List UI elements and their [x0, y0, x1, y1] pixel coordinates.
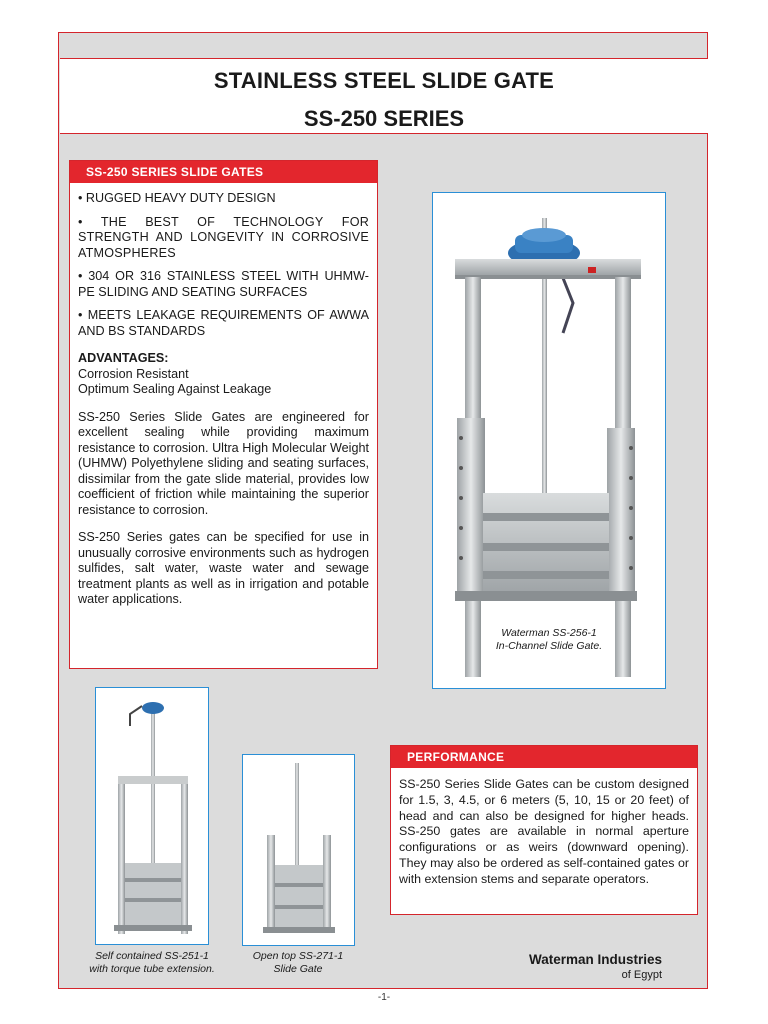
features-paragraph: SS-250 Series Slide Gates are engineered for excellent sealing while providing maximum resistance to corrosion. Ultra High Molecular Weight (UHMW) Polyethylene sliding and seating surfaces, dissimilar from the gate slide material, provides low coefficient of friction while maintaining the superior resistance to corrosion.	[78, 409, 369, 517]
features-heading: SS-250 SERIES SLIDE GATES	[70, 161, 377, 183]
caption-line: Self contained SS-251-1	[95, 950, 209, 962]
advantage-item: Optimum Sealing Against Leakage	[78, 382, 272, 396]
middle-photo-caption	[236, 950, 360, 976]
open-top-gate-illustration	[243, 755, 354, 945]
slide-gate-illustration	[433, 193, 665, 688]
performance-text: SS-250 Series Slide Gates can be custom designed for 1.5, 3, 4.5, or 6 meters (5, 10, 15 or 20 feet) of head and can also be designed for higher heads. SS-250 gates are available in normal aperture configurations or as weirs (downward opening). They may also be ordered as self-contained gates or with extension stems and separate operators.	[399, 777, 689, 886]
features-paragraph: SS-250 Series gates can be specified for use in unusually corrosive environments such as hydrogen sulfides, salt water, waste water and sewage treatment plants as well as in irrigation and potable water applications.	[78, 530, 369, 606]
page-number: -1-	[377, 992, 391, 1003]
caption-line: with torque tube extension.	[89, 963, 215, 975]
feature-bullet: • 304 OR 316 STAINLESS STEEL WITH UHMW-PE SLIDING AND SEATING SURFACES	[78, 269, 369, 299]
main-gate-photo	[432, 192, 666, 689]
caption-line: Open top SS-271-1	[252, 950, 344, 962]
page-title: STAINLESS STEEL SLIDE GATE	[213, 68, 555, 93]
caption-line: In-Channel Slide Gate.	[495, 640, 603, 652]
title-band	[60, 58, 708, 134]
open-top-gate-photo	[242, 754, 355, 946]
page-subtitle: SS-250 SERIES	[303, 106, 465, 131]
features-body	[70, 183, 377, 608]
advantages-heading: ADVANTAGES:	[78, 351, 169, 365]
feature-bullet: • RUGGED HEAVY DUTY DESIGN	[78, 191, 276, 205]
features-box	[69, 160, 378, 669]
performance-box	[390, 745, 698, 915]
company-block	[510, 952, 662, 981]
company-subtitle: of Egypt	[621, 969, 662, 981]
left-photo-caption	[80, 950, 224, 976]
feature-bullet: • THE BEST OF TECHNOLOGY FOR STRENGTH AND LONGEVITY IN CORROSIVE ATMOSPHERES	[78, 214, 369, 260]
feature-bullet: • MEETS LEAKAGE REQUIREMENTS OF AWWA AND BS STANDARDS	[78, 308, 369, 338]
self-contained-gate-photo	[95, 687, 209, 945]
advantage-item: Corrosion Resistant	[78, 366, 189, 381]
caption-line: Waterman SS-256-1	[501, 627, 597, 639]
company-name: Waterman Industries	[528, 952, 662, 967]
main-photo-caption	[432, 627, 666, 653]
performance-heading: PERFORMANCE	[391, 746, 697, 768]
caption-line: Slide Gate	[273, 963, 323, 975]
self-contained-gate-illustration	[96, 688, 208, 944]
